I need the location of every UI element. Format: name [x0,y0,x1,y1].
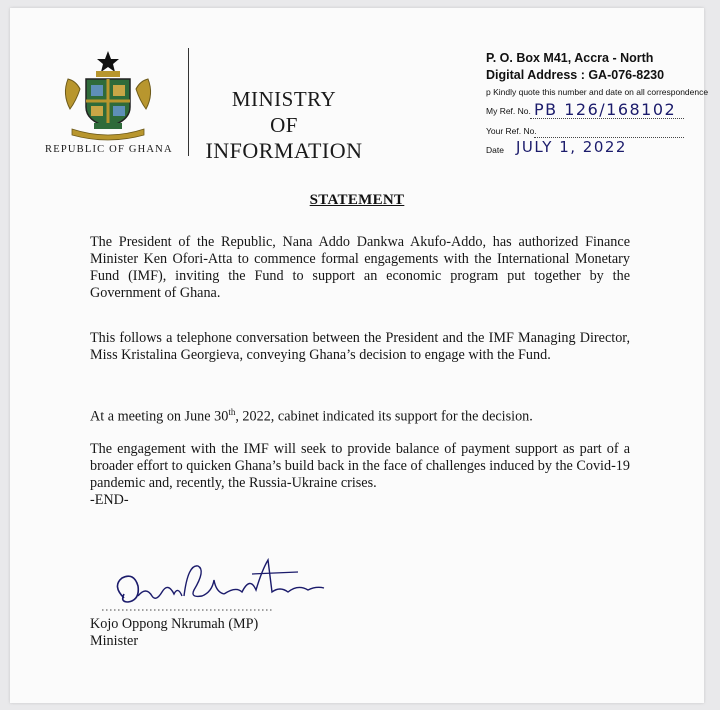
paragraph-3 [90,404,630,426]
date-value: JULY 1, 2022 [516,138,627,156]
po-box: P. O. Box M41, Accra - North [486,51,654,65]
coat-of-arms-icon [58,49,158,141]
digital-address: Digital Address : GA-076-8230 [486,68,665,82]
ministry-name [196,86,372,164]
signatory [90,616,258,650]
my-ref-value: PB 126/168102 [534,100,677,119]
ministry-line-2: OF [270,113,298,137]
paragraph-4: The engagement with the IMF will seek to provide balance of payment support as part of a broader effort to quicken Ghana’s build back in the face of challenges induced by the Covid-19 pandemic and, recently, the Russia-Ukraine crises. [90,441,630,491]
ordinal-suffix: th [228,407,236,417]
ministry-line-3: INFORMATION [205,138,363,163]
signatory-title: Minister [90,633,139,649]
quote-note: p Kindly quote this number and date on all correspondence [486,87,709,97]
your-ref-label: Your Ref. No. [486,126,537,136]
paragraph-3-start: At a meeting on June 30 [90,408,229,425]
letter-page [10,8,709,703]
signatory-name: Kojo Oppong Nkrumah (MP) [90,616,259,632]
statement-heading: STATEMENT [309,192,405,208]
address-block [486,50,708,98]
my-ref-label: My Ref. No. [486,106,531,116]
signature-icon [102,556,342,618]
republic-label: REPUBLIC OF GHANA [45,144,173,155]
ministry-line-1: MINISTRY [231,87,337,111]
letterhead-divider [188,48,189,156]
paragraph-2: This follows a telephone conversation between the President and the IMF Managing Director, Miss Kristalina Georgieva, conveying Ghana’s decision to engage with the Fund. [90,330,630,363]
paragraph-3-end: , 2022, cabinet indicated its support for the decision. [235,408,533,425]
date-label: Date [486,145,504,155]
end-marker: -END- [90,492,129,508]
paragraph-1: The President of the Republic, Nana Addo Dankwa Akufo-Addo, has authorized Finance Minister Ken Ofori-Atta to commence formal engagements with the International Monetary Fund (IMF), inviting the Fund to support an economic program put together by the Government of Ghana. [90,234,630,301]
